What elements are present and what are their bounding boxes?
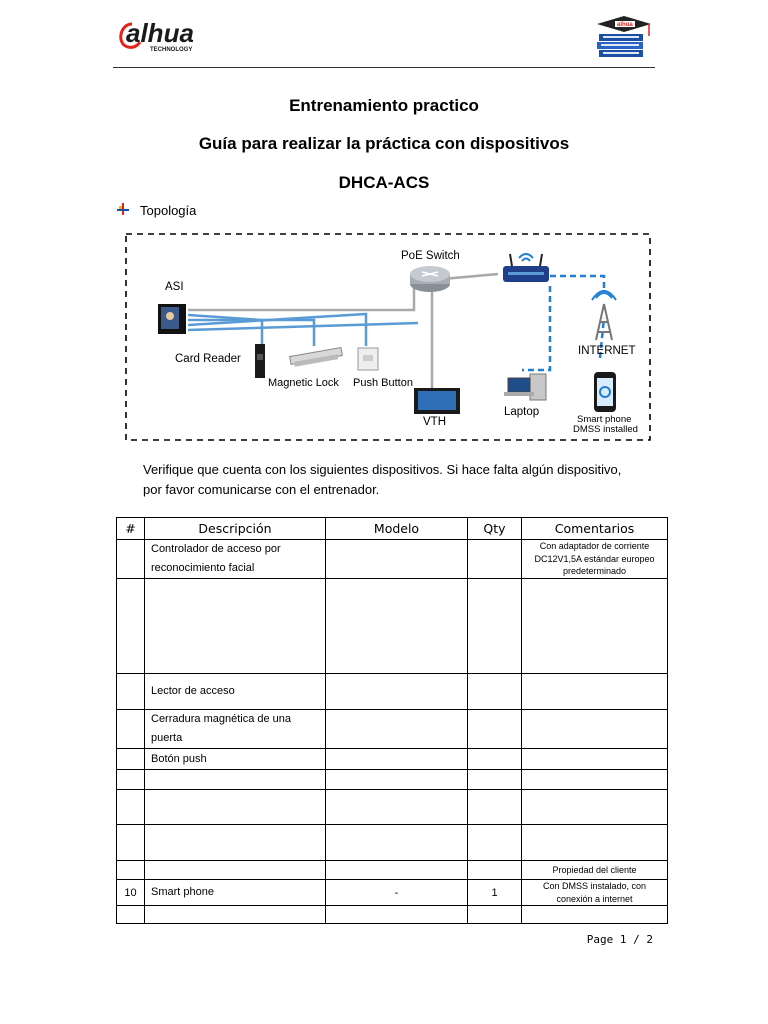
badge-text: alhua xyxy=(617,22,633,28)
row-model xyxy=(326,710,468,749)
row-description xyxy=(145,861,326,880)
table-row xyxy=(117,906,668,924)
intro-line-1: Verifique que cuenta con los siguientes dispositivos. Si hace falta algún dispositivo, xyxy=(143,462,622,477)
label-internet: INTERNET xyxy=(578,345,636,357)
label-push-button: Push Button xyxy=(353,377,413,389)
comment-line: predeterminado xyxy=(562,566,627,576)
poe-switch-icon xyxy=(410,266,450,292)
comment-line: conexión a internet xyxy=(556,893,633,904)
laptop-icon xyxy=(504,374,546,400)
desc-line: Controlador de acceso por xyxy=(151,543,281,555)
row-num xyxy=(117,861,145,880)
row-description xyxy=(145,790,326,825)
table-row xyxy=(117,790,668,825)
row-comments xyxy=(522,880,668,906)
table-row xyxy=(117,674,668,710)
vth-monitor-icon xyxy=(414,388,460,414)
row-num: 10 xyxy=(117,880,145,906)
label-card-reader: Card Reader xyxy=(175,353,241,365)
desc-line: Smart phone xyxy=(151,886,214,898)
label-smart-phone: Smart phone xyxy=(577,414,632,425)
row-comments xyxy=(522,579,668,674)
row-num xyxy=(117,710,145,749)
row-num xyxy=(117,906,145,924)
row-qty xyxy=(468,790,522,825)
header-model: Modelo xyxy=(326,518,468,540)
row-model xyxy=(326,674,468,710)
header-num: # xyxy=(117,518,145,540)
row-num xyxy=(117,770,145,790)
comment-line: Propiedad del cliente xyxy=(552,864,637,875)
row-model xyxy=(326,906,468,924)
intro-line-2: por favor comunicarse con el entrenador. xyxy=(143,482,380,497)
row-description xyxy=(145,540,326,579)
card-reader-icon xyxy=(255,344,265,378)
label-dmss: DMSS installed xyxy=(573,424,638,435)
training-badge-icon xyxy=(593,12,655,64)
table-row xyxy=(117,770,668,790)
comment-line: Con adaptador de corriente xyxy=(539,541,650,551)
row-comments xyxy=(522,906,668,924)
desc-line: puerta xyxy=(151,732,183,744)
asi-device-icon xyxy=(158,304,186,334)
comment-line: Con DMSS instalado, con xyxy=(542,881,647,891)
row-comments xyxy=(522,710,668,749)
course-code: DHCA-ACS xyxy=(338,173,430,192)
row-model xyxy=(326,790,468,825)
row-num xyxy=(117,579,145,674)
row-comments xyxy=(522,749,668,770)
devices-table xyxy=(116,517,668,924)
table-row xyxy=(117,540,668,579)
page-title: Entrenamiento practico xyxy=(289,96,479,115)
logo-subtext: TECHNOLOGY xyxy=(150,47,193,53)
table-row xyxy=(117,880,668,906)
table-row xyxy=(117,749,668,770)
label-magnetic-lock: Magnetic Lock xyxy=(268,377,339,389)
row-num xyxy=(117,674,145,710)
row-description xyxy=(145,770,326,790)
router-icon xyxy=(503,254,549,282)
push-button-icon xyxy=(358,348,378,370)
header-comments: Comentarios xyxy=(522,518,668,540)
label-laptop: Laptop xyxy=(504,406,540,418)
row-model xyxy=(326,825,468,861)
row-qty xyxy=(468,749,522,770)
page-number: Page 1 / 2 xyxy=(586,933,653,946)
row-qty xyxy=(468,674,522,710)
desc-line: reconocimiento facial xyxy=(151,562,255,574)
row-qty xyxy=(468,825,522,861)
row-qty xyxy=(468,906,522,924)
row-qty xyxy=(468,861,522,880)
desc-line: Botón push xyxy=(151,752,207,765)
row-comments xyxy=(522,790,668,825)
page-subtitle: Guía para realizar la práctica con dispositivos xyxy=(198,134,570,153)
row-description xyxy=(145,710,326,749)
smart-phone-icon xyxy=(594,372,616,412)
row-description xyxy=(145,674,326,710)
row-model xyxy=(326,861,468,880)
table-row xyxy=(117,825,668,861)
logo-text: alhua xyxy=(126,18,194,48)
bullet-icon xyxy=(116,202,130,219)
row-comments xyxy=(522,770,668,790)
row-qty xyxy=(468,579,522,674)
magnetic-lock-icon xyxy=(290,348,343,367)
row-qty xyxy=(468,710,522,749)
row-qty xyxy=(468,540,522,579)
row-model xyxy=(326,770,468,790)
row-num xyxy=(117,540,145,579)
label-poe-switch: PoE Switch xyxy=(401,250,460,262)
header-description: Descripción xyxy=(145,518,326,540)
row-model: - xyxy=(326,880,468,906)
row-qty xyxy=(468,770,522,790)
desc-line: Lector de acceso xyxy=(151,685,235,697)
intro-paragraph xyxy=(143,460,658,500)
table-header-row xyxy=(117,518,668,540)
topology-diagram xyxy=(118,228,670,448)
dahua-logo xyxy=(118,14,238,54)
table-row xyxy=(117,579,668,674)
row-num xyxy=(117,749,145,770)
label-vth: VTH xyxy=(423,416,446,428)
desc-line: Cerradura magnética de una xyxy=(151,713,292,725)
header-qty: Qty xyxy=(468,518,522,540)
row-model xyxy=(326,579,468,674)
row-comments xyxy=(522,861,668,880)
row-comments xyxy=(522,674,668,710)
row-comments xyxy=(522,825,668,861)
row-comments xyxy=(522,540,668,579)
row-description xyxy=(145,880,326,906)
internet-tower-icon xyxy=(592,291,616,340)
table-row xyxy=(117,861,668,880)
row-description xyxy=(145,906,326,924)
comment-line: DC12V1,5A estándar europeo xyxy=(534,553,655,564)
row-description xyxy=(145,749,326,770)
header-divider xyxy=(113,67,655,68)
row-model xyxy=(326,540,468,579)
row-description xyxy=(145,579,326,674)
table-row xyxy=(117,710,668,749)
section-label: Topología xyxy=(140,203,197,218)
label-asi: ASI xyxy=(165,281,184,293)
row-num xyxy=(117,790,145,825)
row-num xyxy=(117,825,145,861)
row-model xyxy=(326,749,468,770)
row-qty: 1 xyxy=(468,880,522,906)
section-topology xyxy=(116,202,196,219)
row-description xyxy=(145,825,326,861)
